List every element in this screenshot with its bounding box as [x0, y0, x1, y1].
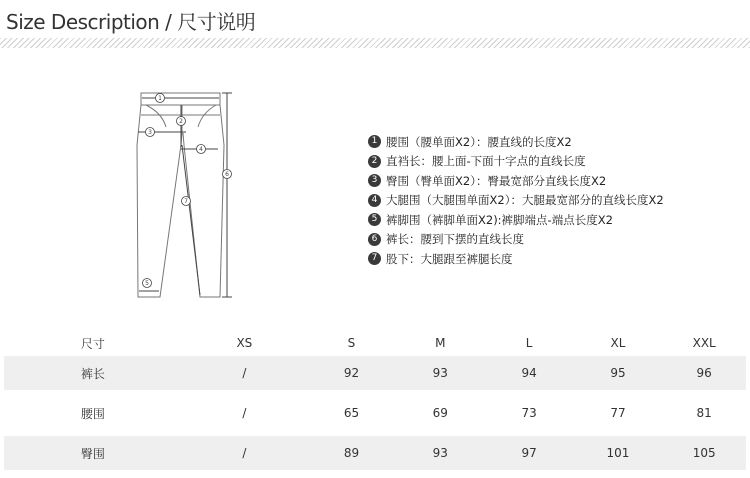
table-cell: 93	[396, 436, 485, 470]
table-cell: 77	[610, 406, 626, 420]
table-cell: 69	[432, 406, 448, 420]
legend-item	[368, 171, 664, 191]
header-cell: XS	[236, 336, 253, 350]
header-cell: XL	[610, 336, 626, 350]
table-cell: 105	[662, 436, 746, 470]
table-cell: 81	[696, 406, 712, 420]
legend-item	[368, 249, 664, 269]
table-row	[4, 390, 746, 436]
size-table	[4, 330, 746, 470]
table-cell: 89	[307, 436, 396, 470]
table-row	[4, 356, 746, 390]
svg-text:3: 3	[148, 129, 152, 136]
number-badge-icon: 6	[368, 233, 381, 246]
table-cell: 97	[485, 436, 574, 470]
header-cell: M	[435, 336, 446, 350]
table-cell: /	[182, 436, 307, 470]
page-title: Size Description / 尺寸说明	[6, 10, 256, 34]
table-cell: 65	[343, 406, 360, 420]
measurement-legend	[368, 132, 664, 269]
table-cell: 腰围	[80, 406, 105, 421]
table-cell: /	[242, 406, 247, 420]
pants-diagram	[128, 85, 243, 309]
legend-item	[368, 230, 664, 250]
legend-text: 腰围（腰单面X2）：腰直线的长度X2	[386, 134, 572, 149]
svg-text:4: 4	[199, 146, 203, 153]
header-cell: XXL	[692, 336, 716, 350]
number-badge-icon: 5	[368, 213, 381, 226]
table-cell: 裤长	[4, 356, 182, 390]
number-badge-icon: 7	[368, 252, 381, 265]
legend-text: 裤脚围（裤脚单面X2):裤脚端点-端点长度X2	[386, 212, 613, 227]
table-cell: 96	[662, 356, 746, 390]
legend-text: 大腿围（大腿围单面X2）：大腿最宽部分的直线长度X2	[386, 193, 664, 208]
svg-text:1: 1	[158, 95, 162, 102]
table-cell: /	[182, 356, 307, 390]
table-cell: 73	[521, 406, 537, 420]
number-badge-icon: 2	[368, 155, 381, 168]
number-badge-icon: 3	[368, 174, 381, 187]
svg-text:5: 5	[145, 280, 149, 287]
header-cell: 尺寸	[80, 336, 105, 351]
table-cell: 95	[574, 356, 663, 390]
table-header-row	[4, 330, 746, 356]
table-cell: 92	[307, 356, 396, 390]
number-badge-icon: 1	[368, 135, 381, 148]
legend-text: 裤长：腰到下摆的直线长度	[386, 232, 524, 247]
header-cell: S	[347, 336, 356, 350]
legend-item	[368, 132, 664, 152]
svg-text:7: 7	[184, 198, 188, 205]
legend-text: 股下：大腿跟至裤腿长度	[386, 251, 513, 266]
header-cell: L	[525, 336, 533, 350]
hatch-divider	[0, 38, 750, 48]
legend-item	[368, 152, 664, 172]
legend-text: 直裆长：腰上面-下面十字点的直线长度	[386, 154, 586, 169]
number-badge-icon: 4	[368, 194, 381, 207]
legend-item	[368, 191, 664, 211]
table-row	[4, 436, 746, 470]
table-cell: 93	[396, 356, 485, 390]
table-cell: 94	[485, 356, 574, 390]
table-cell: 101	[574, 436, 663, 470]
svg-text:6: 6	[225, 171, 229, 178]
legend-text: 臀围（臀单面X2）：臀最宽部分直线长度X2	[386, 173, 607, 188]
legend-item	[368, 210, 664, 230]
svg-text:2: 2	[179, 118, 183, 125]
table-cell: 臀围	[4, 436, 182, 470]
